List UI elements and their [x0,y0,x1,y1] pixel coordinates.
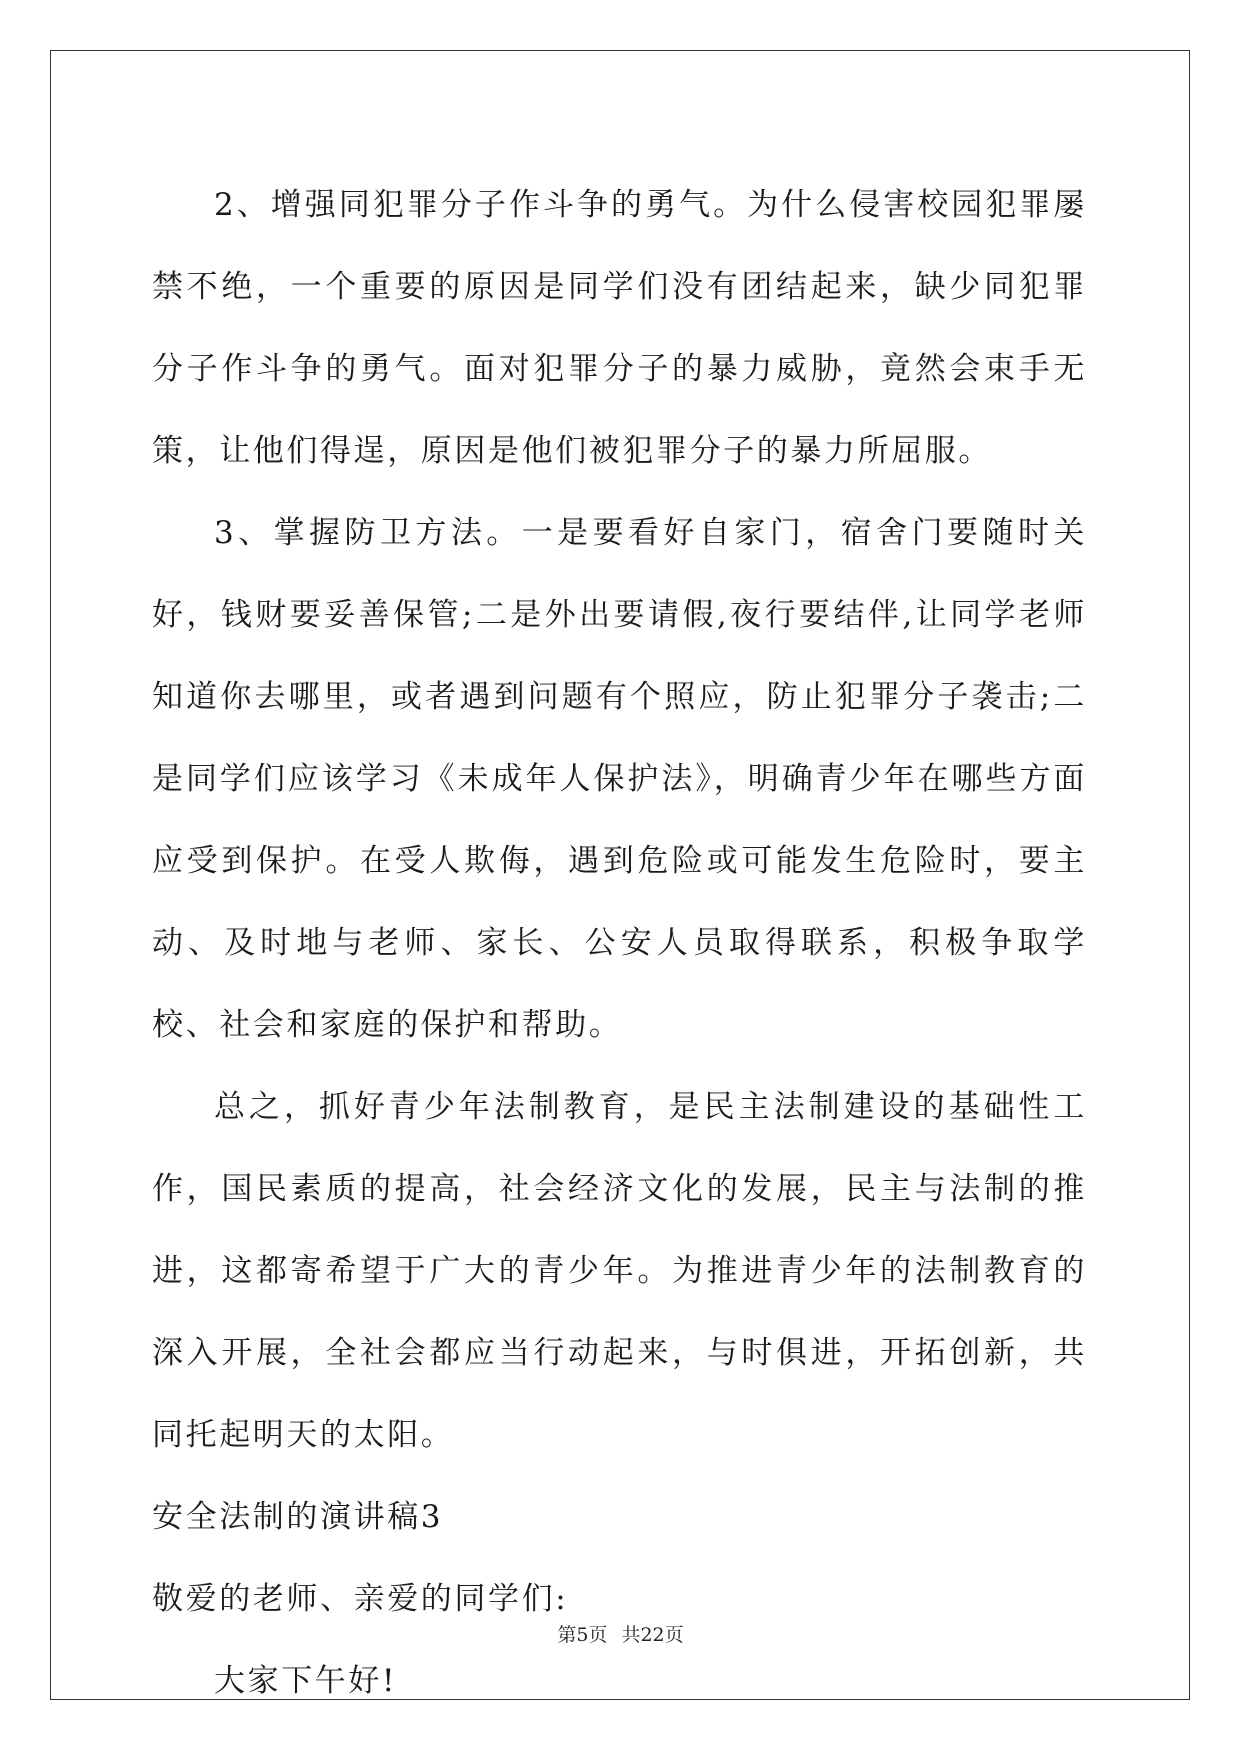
paragraph-defense-methods: 3、掌握防卫方法。一是要看好自家门，宿舍门要随时关好，钱财要妥善保管;二是外出要请假,夜行要结伴,让同学老师知道你去哪里，或者遇到问题有个照应，防止犯罪分子袭击;二是同学们应该学习《未成年人保护法》，明确青少年在哪些方面应受到保护。在受人欺侮，遇到危险或可能发生危险时，要主动、及时地与老师、家长、公安人员取得联系，积极争取学校、社会和家庭的保护和帮助。 [152,515,1087,1043]
greeting: 大家下午好! [214,1663,398,1699]
page-total: 共22页 [621,1624,684,1646]
page-footer [0,1620,1241,1647]
section-title: 安全法制的演讲稿3 [152,1499,444,1535]
page-number: 第5页 [557,1624,608,1646]
salutation: 敬爱的老师、亲爱的同学们: [152,1581,569,1617]
document-body [152,164,1087,1722]
paragraph-conclusion: 总之，抓好青少年法制教育，是民主法制建设的基础性工作，国民素质的提高，社会经济文化的发展，民主与法制的推进，这都寄希望于广大的青少年。为推进青少年的法制教育的深入开展，全社会都应当行动起来，与时俱进，开拓创新，共同托起明天的太阳。 [152,1089,1087,1453]
paragraph-courage: 2、增强同犯罪分子作斗争的勇气。为什么侵害校园犯罪屡禁不绝，一个重要的原因是同学们没有团结起来，缺少同犯罪分子作斗争的勇气。面对犯罪分子的暴力威胁，竟然会束手无策，让他们得逞，原因是他们被犯罪分子的暴力所屈服。 [152,187,1087,469]
